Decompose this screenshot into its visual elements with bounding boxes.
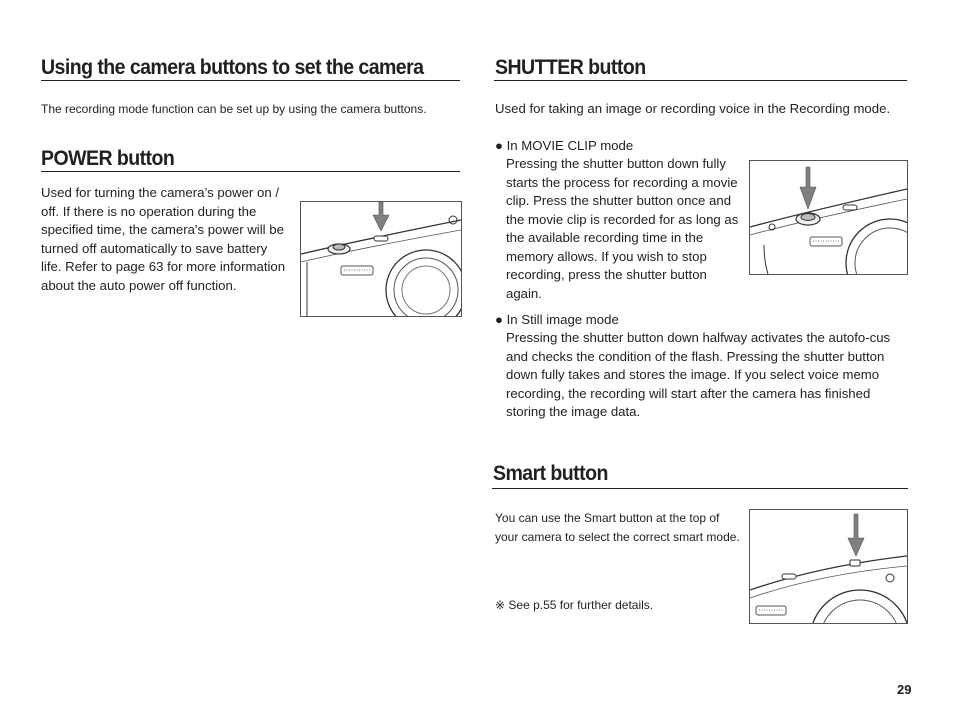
section-title-power-button: POWER button — [41, 147, 175, 170]
title-rule — [494, 80, 907, 81]
section-title-shutter-button: SHUTTER button — [495, 56, 646, 79]
power-button-illustration — [300, 201, 462, 317]
movie-clip-mode-heading: ● In MOVIE CLIP mode — [495, 138, 634, 153]
title-rule — [41, 171, 460, 172]
movie-clip-mode-text: Pressing the shutter button down fully starts the process for recording a movie clip. Press the shutter button once and the movie clip is recorded for as long as the available recording time in the memory allows. If you wish to stop recording, press the shutter button again. — [506, 156, 739, 301]
smart-button-note: ※ See p.55 for further details. — [495, 598, 654, 612]
section-title-camera-buttons: Using the camera buttons to set the camera — [41, 56, 424, 79]
shutter-button-description: Used for taking an image or recording voice in the Recording mode. — [495, 101, 891, 116]
title-rule — [41, 80, 460, 81]
shutter-button-illustration — [749, 160, 908, 275]
smart-button-illustration — [749, 509, 908, 624]
power-button-description: Used for turning the camera’s power on / off. If there is no operation during the specified time, the camera's power will be turned off automatically to save battery life. Refer to page 63 for more information about the auto power off function. — [41, 185, 286, 293]
title-rule — [492, 488, 908, 489]
intro-text: The recording mode function can be set up by using the camera buttons. — [41, 102, 427, 116]
still-image-mode-heading: ● In Still image mode — [495, 312, 619, 327]
section-title-smart-button: Smart button — [493, 462, 608, 485]
page-number: 29 — [897, 682, 912, 697]
still-image-mode-text: Pressing the shutter button down halfway activates the autofo-cus and checks the condition of the flash. Pressing the shutter button down fully takes and stores the image. If you select voice memo recording, the recording will start after the camera has finished storing the image data. — [506, 330, 891, 419]
smart-button-description: You can use the Smart button at the top of your camera to select the correct smart mode. — [495, 511, 740, 544]
